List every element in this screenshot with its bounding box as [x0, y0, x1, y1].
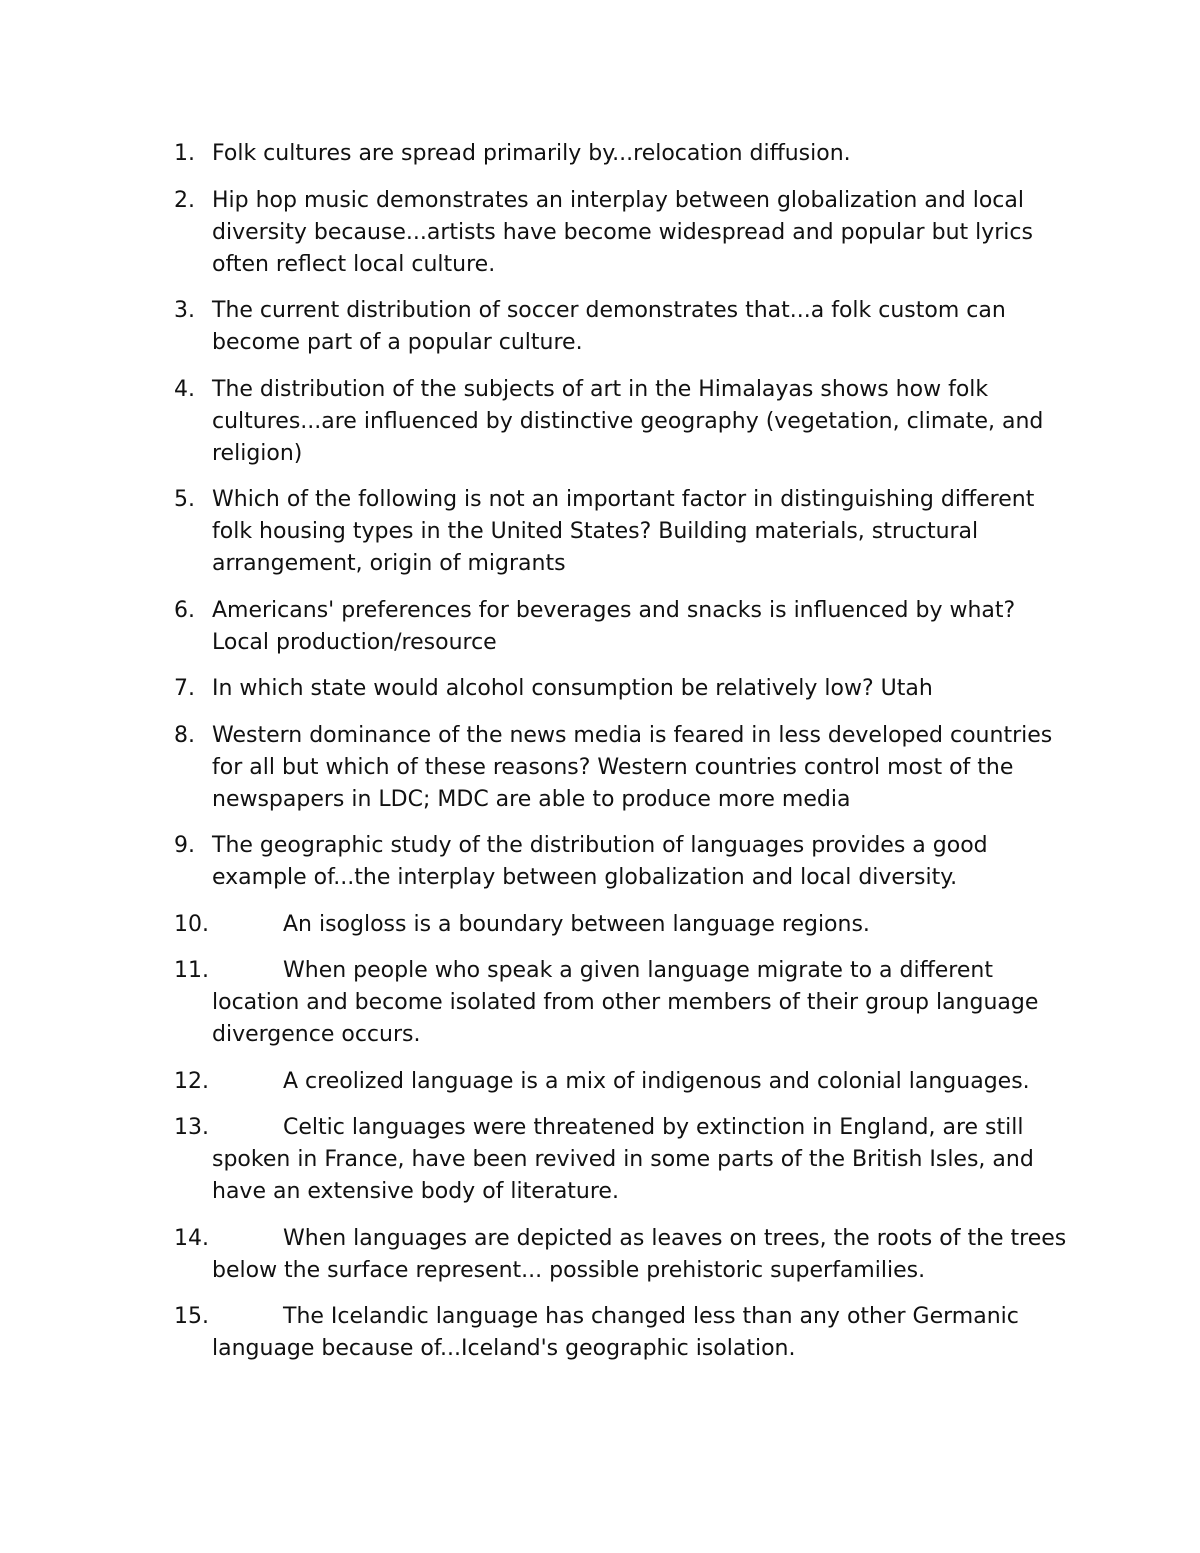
- item-text: Folk cultures are spread primarily by...relocation diffusion.: [212, 141, 851, 166]
- item-number: 11.: [174, 958, 209, 983]
- list-item: [174, 595, 1074, 659]
- list-item: [174, 374, 1074, 470]
- list-item: [174, 1066, 1074, 1098]
- item-number: 15.: [174, 1304, 209, 1329]
- item-number: 7.: [174, 676, 195, 701]
- list-item: [174, 830, 1074, 894]
- item-text: Hip hop music demonstrates an interplay between globalization and local diversity because...artists have become widespread and popular but lyrics often reflect local culture.: [212, 187, 1033, 277]
- item-number: 4.: [174, 376, 195, 402]
- item-text: The distribution of the subjects of art in the Himalayas shows how folk cultures...are influenced by distinctive geography (vegetation, climate, and religion): [212, 376, 1044, 466]
- item-number: 10.: [174, 911, 209, 937]
- item-text: Western dominance of the news media is feared in less developed countries for all but which of these reasons? Western countries control most of the newspapers in LDC; MDC are able to produce more media: [212, 722, 1053, 812]
- item-number: 13.: [174, 1115, 209, 1140]
- item-text: When people who speak a given language migrate to a different location and become isolated from other members of their group language divergence occurs.: [212, 958, 1039, 1047]
- item-text: In which state would alcohol consumption be relatively low? Utah: [212, 676, 933, 701]
- item-number: 8.: [174, 722, 195, 748]
- list-item: [174, 295, 1074, 359]
- question-answer-list: [174, 138, 1074, 1380]
- item-text: When languages are depicted as leaves on trees, the roots of the trees below the surface represent... possible prehistoric superfamilies.: [212, 1225, 1067, 1283]
- item-text: The current distribution of soccer demonstrates that...a folk custom can become part of a popular culture.: [212, 298, 1006, 355]
- item-number: 1.: [174, 141, 195, 166]
- list-item: [174, 484, 1074, 580]
- item-number: 2.: [174, 187, 195, 213]
- item-text: Americans' preferences for beverages and snacks is influenced by what? Local production/resource: [212, 597, 1016, 655]
- item-number: 12.: [174, 1068, 209, 1094]
- item-text: Which of the following is not an important factor in distinguishing different folk housing types in the United States? Building materials, structural arrangement, origin of migrants: [212, 487, 1035, 576]
- list-item: [174, 720, 1074, 816]
- list-item: [174, 955, 1074, 1051]
- list-item: [174, 138, 1074, 170]
- item-number: 9.: [174, 833, 195, 858]
- item-text: The geographic study of the distribution of languages provides a good example of...the interplay between globalization and local diversity.: [212, 833, 988, 890]
- item-text: Celtic languages were threatened by extinction in England, are still spoken in France, have been revived in some parts of the British Isles, and have an extensive body of literature.: [212, 1115, 1034, 1204]
- item-text: An isogloss is a boundary between language regions.: [283, 911, 870, 937]
- item-text: A creolized language is a mix of indigenous and colonial languages.: [283, 1068, 1030, 1094]
- item-number: 5.: [174, 487, 195, 512]
- list-item: [174, 673, 1074, 705]
- list-item: [174, 1112, 1074, 1208]
- list-item: [174, 1301, 1074, 1365]
- list-item: [174, 909, 1074, 941]
- list-item: [174, 185, 1074, 281]
- list-item: [174, 1223, 1074, 1287]
- item-text: The Icelandic language has changed less than any other Germanic language because of...Iceland's geographic isolation.: [212, 1304, 1019, 1361]
- item-number: 14.: [174, 1225, 209, 1251]
- item-number: 3.: [174, 298, 195, 323]
- item-number: 6.: [174, 597, 195, 623]
